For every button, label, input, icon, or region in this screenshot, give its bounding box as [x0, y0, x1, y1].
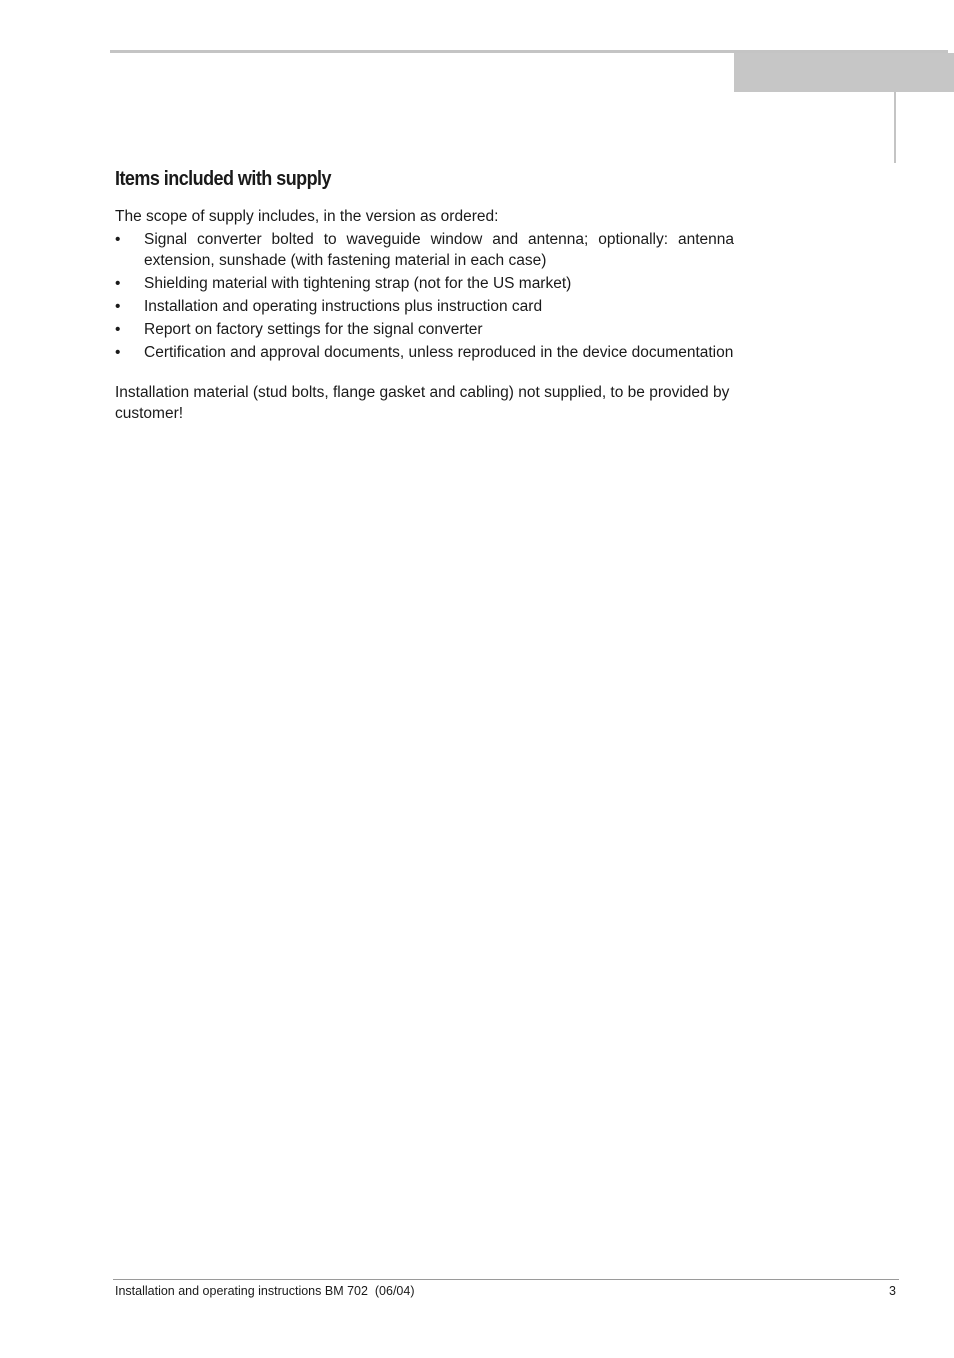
list-item-text: Certification and approval documents, unless reproduced in the device documentation — [144, 344, 734, 361]
supply-list — [115, 229, 734, 363]
chapter-tab — [734, 53, 954, 92]
list-item — [115, 296, 734, 317]
list-item — [115, 319, 734, 340]
list-item-text: Installation and operating instructions plus instruction card — [144, 298, 543, 315]
bullet-icon: • — [115, 298, 121, 315]
list-item — [115, 273, 734, 294]
footer-rule — [113, 1279, 899, 1280]
intro-text: The scope of supply includes, in the version as ordered: — [115, 208, 499, 225]
note-text: Installation material (stud bolts, flange gasket and cabling) not supplied, to be provided by customer! — [115, 384, 730, 422]
margin-rule — [894, 92, 896, 163]
list-item-text: Shielding material with tightening strap (not for the US market) — [144, 275, 572, 292]
bullet-icon: • — [115, 344, 121, 361]
bullet-icon: • — [115, 321, 121, 338]
bullet-icon: • — [115, 275, 121, 292]
section-heading: Items included with supply — [115, 168, 331, 190]
list-item — [115, 229, 734, 271]
page-number: 3 — [889, 1284, 896, 1298]
bullet-icon: • — [115, 231, 121, 248]
list-item-text: Report on factory settings for the signal converter — [144, 321, 483, 338]
footer-document-title: Installation and operating instructions BM 702 (06/04) — [115, 1284, 415, 1298]
main-content — [115, 165, 734, 424]
list-item-text: Signal converter bolted to waveguide window and antenna; optionally: antenna extension, sunshade (with fastening material in each case) — [144, 231, 734, 269]
list-item — [115, 342, 734, 363]
